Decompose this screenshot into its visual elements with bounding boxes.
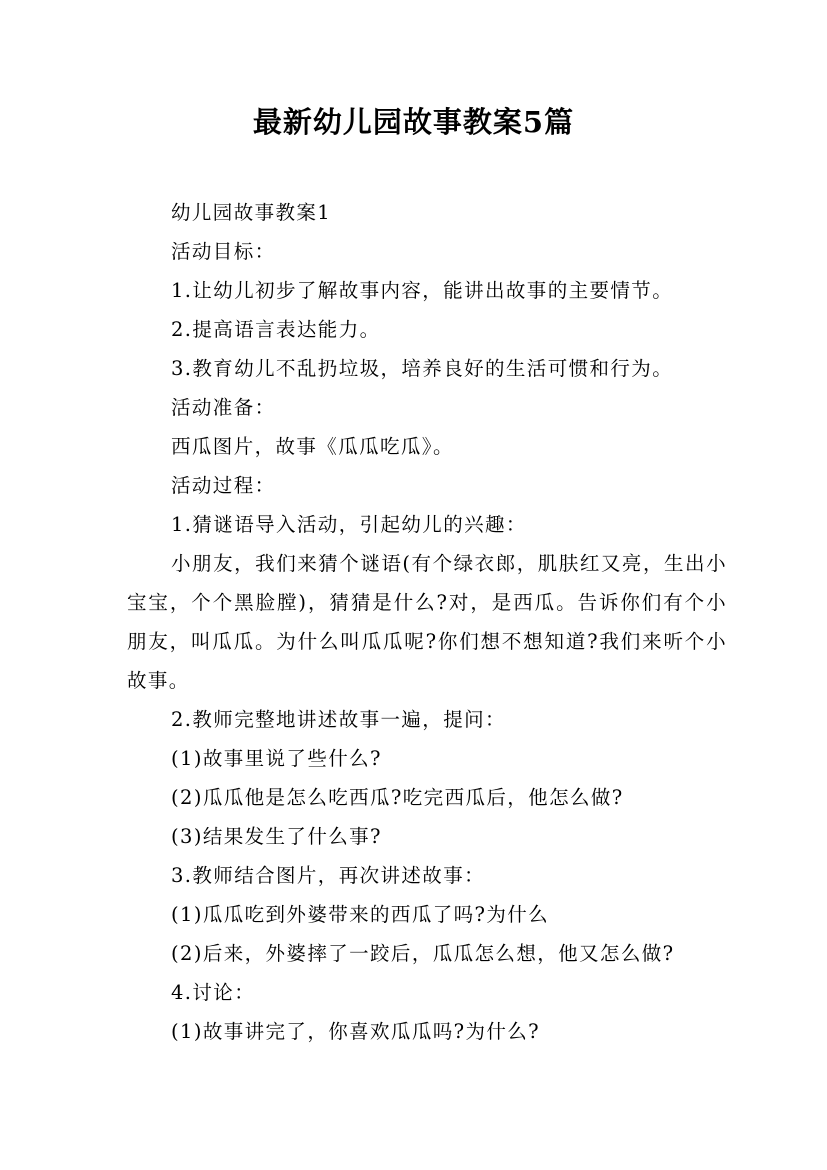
lesson-heading: 幼儿园故事教案1: [171, 201, 332, 224]
goal-item: 1.让幼儿初步了解故事内容，能讲出故事的主要情节。: [171, 279, 674, 302]
process-step: 3.教师结合图片，再次讲述故事：: [171, 864, 486, 887]
section-heading-preparation: 活动准备：: [171, 396, 276, 419]
question-item: (1)瓜瓜吃到外婆带来的西瓜了吗?为什么: [171, 903, 550, 926]
process-step: 1.猜谜语导入活动，引起幼儿的兴趣：: [171, 513, 527, 536]
question-item: (3)结果发生了什么事?: [171, 825, 382, 848]
question-item: (1)故事里说了些什么?: [171, 747, 382, 770]
section-heading-process: 活动过程：: [171, 474, 276, 497]
question-item: (1)故事讲完了，你喜欢瓜瓜吗?为什么?: [171, 1020, 541, 1043]
question-item: (2)瓜瓜他是怎么吃西瓜?吃完西瓜后，他怎么做?: [171, 786, 624, 809]
document-title: 最新幼儿园故事教案5篇: [252, 105, 575, 139]
document-body: [127, 193, 727, 1051]
section-heading-goals: 活动目标：: [171, 240, 276, 263]
riddle-paragraph: 小朋友，我们来猜个谜语(有个绿衣郎，肌肤红又亮，生出小宝宝，个个黑脸膛)，猜猜是什么?对，是西瓜。告诉你们有个小朋友，叫瓜瓜。为什么叫瓜瓜呢?你们想不想知道?我们来听个小故事。: [127, 552, 727, 692]
goal-item: 2.提高语言表达能力。: [171, 318, 381, 341]
question-item: (2)后来，外婆摔了一跤后，瓜瓜怎么想，他又怎么做?: [171, 942, 675, 965]
goal-item: 3.教育幼儿不乱扔垃圾，培养良好的生活可惯和行为。: [171, 357, 674, 380]
preparation-text: 西瓜图片，故事《瓜瓜吃瓜》。: [171, 435, 454, 458]
process-step: 4.讨论：: [171, 981, 256, 1004]
process-step: 2.教师完整地讲述故事一遍，提问：: [171, 708, 506, 731]
